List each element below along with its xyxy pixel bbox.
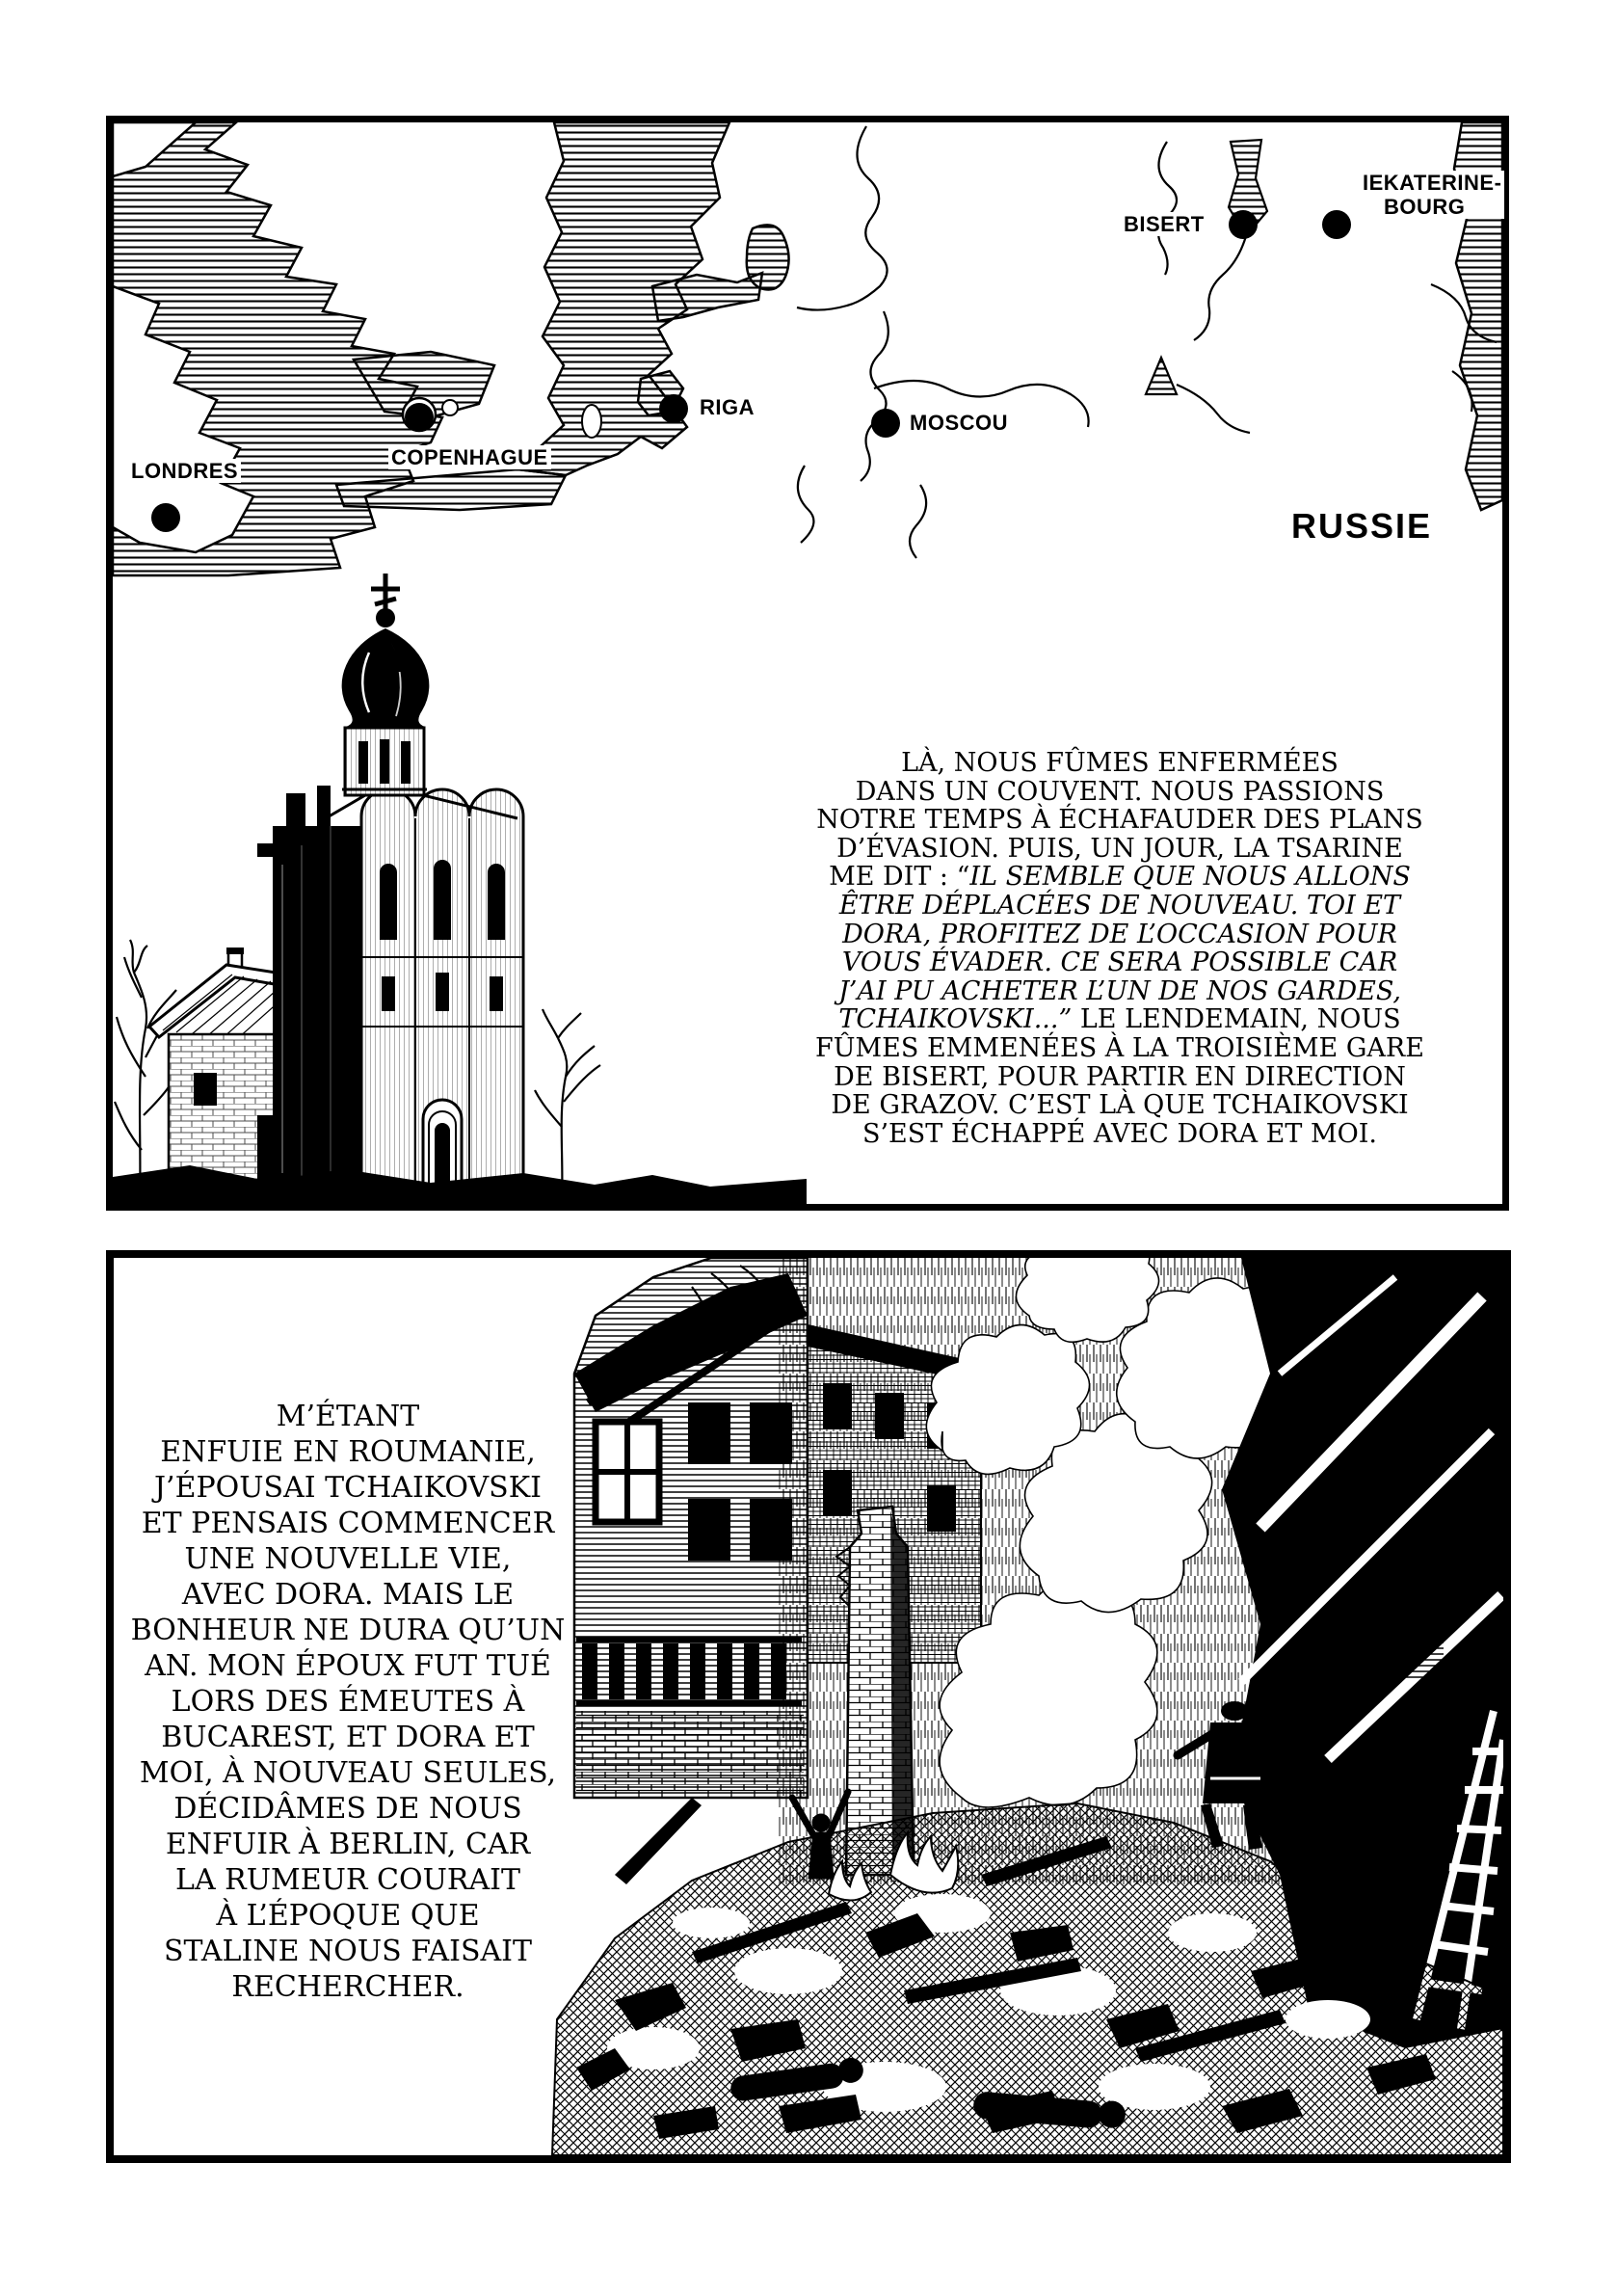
narration-line: À L’ÉPOQUE QUE	[216, 1899, 480, 1933]
church-body	[361, 789, 523, 1204]
narration-line: AN. MON ÉPOUX FUT TUÉ	[145, 1649, 551, 1683]
narration-line: BUCAREST, ET DORA ET	[161, 1721, 535, 1754]
city-label-iekaterinebourg: IEKATERINE- BOURG	[1360, 171, 1504, 219]
panel-map	[106, 116, 1509, 1211]
city-label-riga: RIGA	[697, 395, 757, 419]
narration-line: ÊTRE DÉPLACÉES DE NOUVEAU. TOI ET	[838, 890, 1401, 921]
narration-line: FÛMES EMMENÉES À LA TROISIÈME GARE	[815, 1032, 1424, 1063]
city-marker-moscou	[871, 409, 900, 438]
church-drum	[342, 728, 427, 795]
narration-line: NOTRE TEMPS À ÉCHAFAUDER DES PLANS	[816, 805, 1423, 836]
narration-line: D’ÉVASION. PUIS, UN JOUR, LA TSARINE	[836, 833, 1403, 864]
island-gotland	[582, 405, 601, 438]
narration-line: LORS DES ÉMEUTES À	[171, 1685, 525, 1719]
narration-line: J’AI PU ACHETER L’UN DE NOS GARDES,	[838, 975, 1401, 1006]
narration-line: DORA, PROFITEZ DE L’OCCASION POUR	[842, 919, 1397, 949]
narration-line: LÀ, NOUS FÛMES ENFERMÉES	[901, 748, 1339, 778]
narration-line: DE BISERT, POUR PARTIR EN DIRECTION	[834, 1061, 1406, 1092]
narration-line: DE GRAZOV. C’EST LÀ QUE TCHAIKOVSKI	[831, 1090, 1409, 1121]
city-marker-londres	[151, 503, 180, 532]
narration-line: S’EST ÉCHAPPÉ AVEC DORA ET MOI.	[862, 1118, 1378, 1149]
narration-line: LA RUMEUR COURAIT	[175, 1863, 520, 1897]
ural-hill	[1146, 358, 1177, 394]
narration-line: J’ÉPOUSAI TCHAIKOVSKI	[154, 1471, 542, 1505]
city-label-moscou: MOSCOU	[907, 411, 1011, 435]
narration-line: M’ÉTANT	[276, 1400, 420, 1433]
church-shadow-side	[257, 786, 361, 1204]
city-marker-iekaterinebourg	[1322, 210, 1351, 239]
narration-line: MOI, À NOUVEAU SEULES,	[139, 1756, 557, 1790]
narration-panel1	[734, 749, 1505, 1148]
city-label-copenhague: COPENHAGUE	[388, 445, 551, 469]
narration-line: BONHEUR NE DURA QU’UN	[130, 1614, 566, 1647]
lake-peipus	[747, 225, 789, 289]
narration-line: ENFUIR À BERLIN, CAR	[165, 1828, 531, 1861]
narration-panel2	[121, 1399, 574, 2005]
panel-ruins	[106, 1250, 1511, 2163]
church-illustration	[113, 537, 807, 1204]
city-label-londres: LONDRES	[128, 459, 241, 483]
land-islet	[442, 400, 458, 415]
narration-line: RECHERCHER.	[231, 1970, 464, 2004]
narration-line: VOUS ÉVADER. CE SERA POSSIBLE CAR	[841, 948, 1398, 978]
narration-line: ET PENSAIS COMMENCER	[141, 1507, 555, 1540]
narration-line: DÉCIDÂMES DE NOUS	[173, 1792, 522, 1826]
narration-line: STALINE NOUS FAISAIT	[163, 1935, 533, 1968]
narration-line: ME DIT : “IL SEMBLE QUE NOUS ALLONS	[829, 862, 1411, 893]
tree-right	[535, 1009, 600, 1202]
city-label-bisert: BISERT	[1121, 212, 1207, 236]
narration-line: AVEC DORA. MAIS LE	[181, 1578, 515, 1612]
cross-icon	[371, 574, 400, 612]
region-label-russie: RUSSIE	[1290, 506, 1433, 546]
onion-dome	[343, 574, 429, 728]
city-marker-bisert	[1229, 210, 1258, 239]
narration-line: UNE NOUVELLE VIE,	[184, 1542, 512, 1576]
narration-line: DANS UN COUVENT. NOUS PASSIONS	[855, 776, 1385, 807]
city-marker-riga	[659, 394, 688, 423]
narration-line: ENFUIE EN ROUMANIE,	[160, 1435, 536, 1469]
ruined-facade-left	[574, 1258, 808, 1798]
narration-line: TCHAIKOVSKI...” LE LENDEMAIN, NOUS	[838, 1004, 1401, 1035]
city-marker-copenhague	[405, 403, 434, 432]
